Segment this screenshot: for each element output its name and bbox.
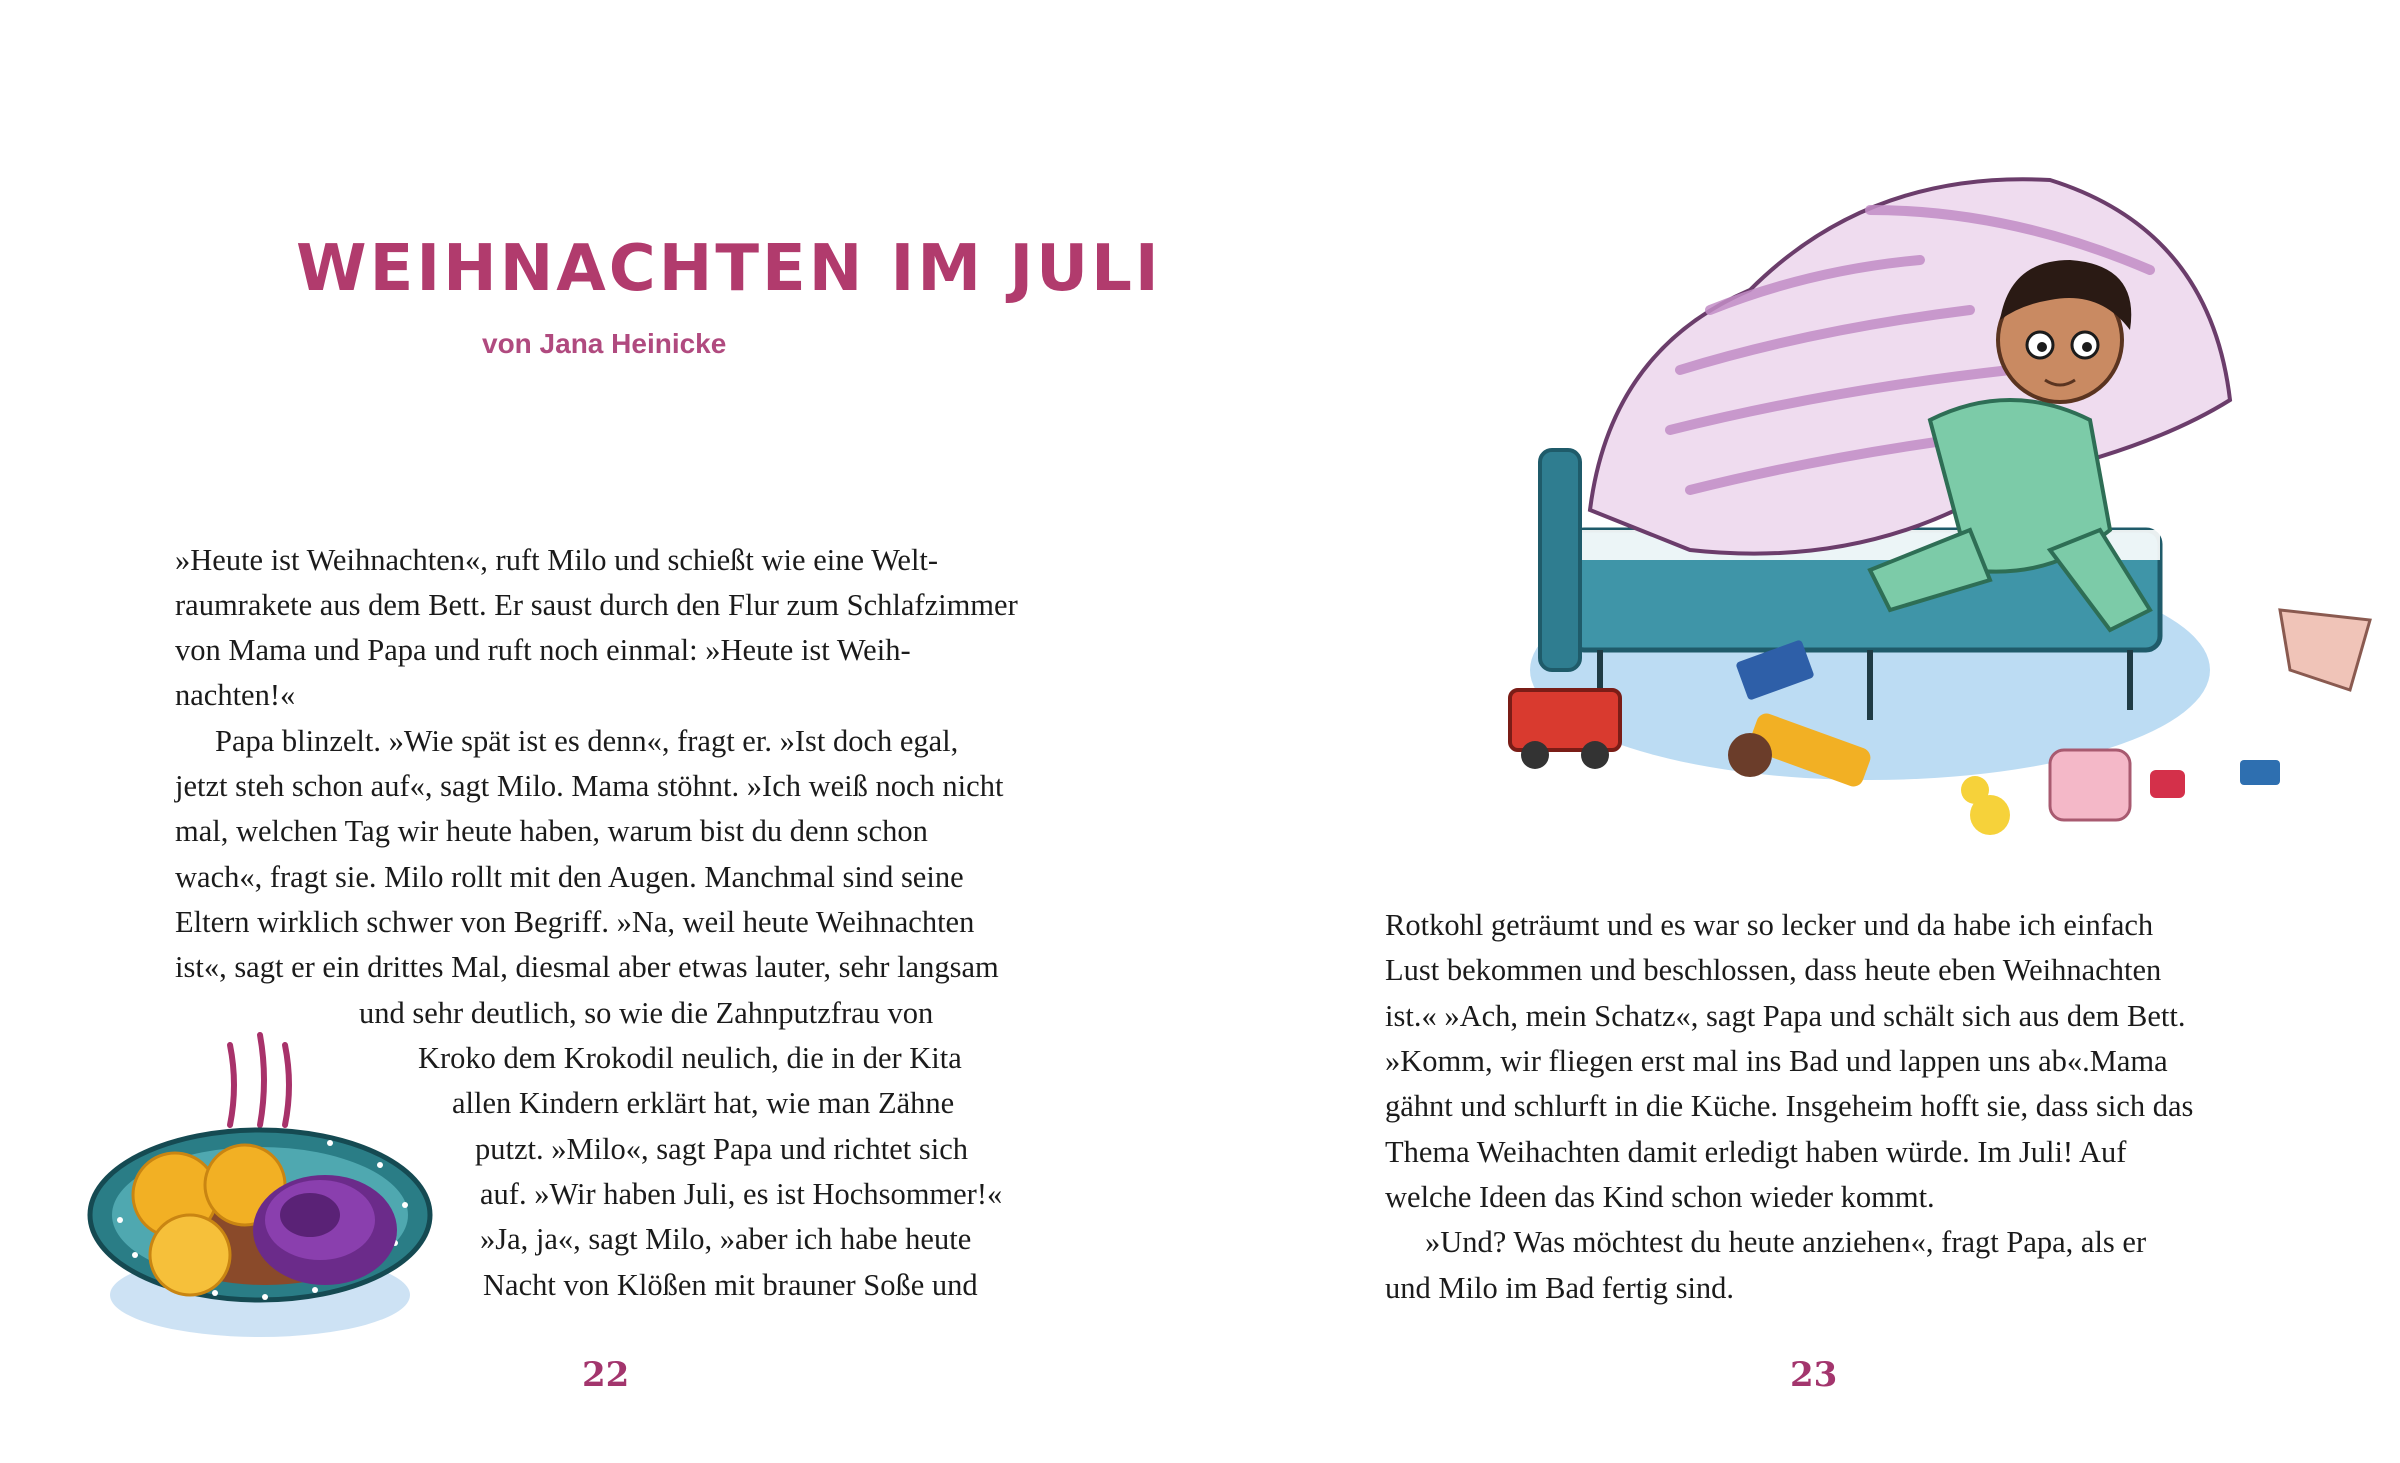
text-line: gähnt und schlurft in die Küche. Insgeheim hofft sie, dass sich das [1385,1089,2194,1123]
text-line: putzt. »Milo«, sagt Papa und richtet sich [475,1132,969,1166]
text-line: wach«, fragt sie. Milo rollt mit den Augen. Manchmal sind seine [175,860,964,894]
right-page [1200,0,2400,1463]
text-line: und sehr deutlich, so wie die Zahnputzfrau von [359,996,934,1030]
story-title: WEIHNACHTEN IM JULI [296,232,1162,306]
text-line: nachten!« [175,678,296,712]
text-line: auf. »Wir haben Juli, es ist Hochsommer!« [480,1177,1003,1211]
text-line: Eltern wirklich schwer von Begriff. »Na, weil heute Weihnachten [175,905,975,939]
page-number: 22 [582,1355,630,1395]
text-line: Lust bekommen und beschlossen, dass heute eben Weihnachten [1385,953,2162,987]
text-line: raumrakete aus dem Bett. Er saust durch den Flur zum Schlafzimmer [175,588,1018,622]
story-author: von Jana Heinicke [482,328,727,359]
text-line: Kroko dem Krokodil neulich, die in der Kita [418,1041,962,1075]
text-line: Nacht von Klößen mit brauner Soße und [483,1268,978,1302]
text-line: »Heute ist Weihnachten«, ruft Milo und schießt wie eine Welt- [175,543,939,577]
text-line: mal, welchen Tag wir heute haben, warum bist du denn schon [175,814,928,848]
text-line: jetzt steh schon auf«, sagt Milo. Mama stöhnt. »Ich weiß noch nicht [175,769,1004,803]
text-line: welche Ideen das Kind schon wieder kommt. [1385,1180,1935,1214]
text-line: ist«, sagt er ein drittes Mal, diesmal aber etwas lauter, sehr langsam [175,950,999,984]
text-line: und Milo im Bad fertig sind. [1385,1271,1735,1305]
text-line: »Und? Was möchtest du heute anziehen«, fragt Papa, als er [1425,1225,2147,1259]
page-number: 23 [1790,1355,1838,1395]
text-line: Rotkohl geträumt und es war so lecker und da habe ich einfach [1385,908,2154,942]
text-line: »Ja, ja«, sagt Milo, »aber ich habe heute [480,1222,972,1256]
text-line: Papa blinzelt. »Wie spät ist es denn«, fragt er. »Ist doch egal, [215,724,959,758]
boy-jumping-out-of-bed-illustration [1450,150,2400,850]
dumpling-plate-illustration [80,1015,440,1360]
text-line: Thema Weihachten damit erledigt haben würde. Im Juli! Auf [1385,1135,2127,1169]
text-line: »Komm, wir fliegen erst mal ins Bad und lappen uns ab«.Mama [1385,1044,2168,1078]
text-line: von Mama und Papa und ruft noch einmal: »Heute ist Weih- [175,633,911,667]
text-line: ist.« »Ach, mein Schatz«, sagt Papa und schält sich aus dem Bett. [1385,999,2186,1033]
text-line: allen Kindern erklärt hat, wie man Zähne [452,1086,955,1120]
